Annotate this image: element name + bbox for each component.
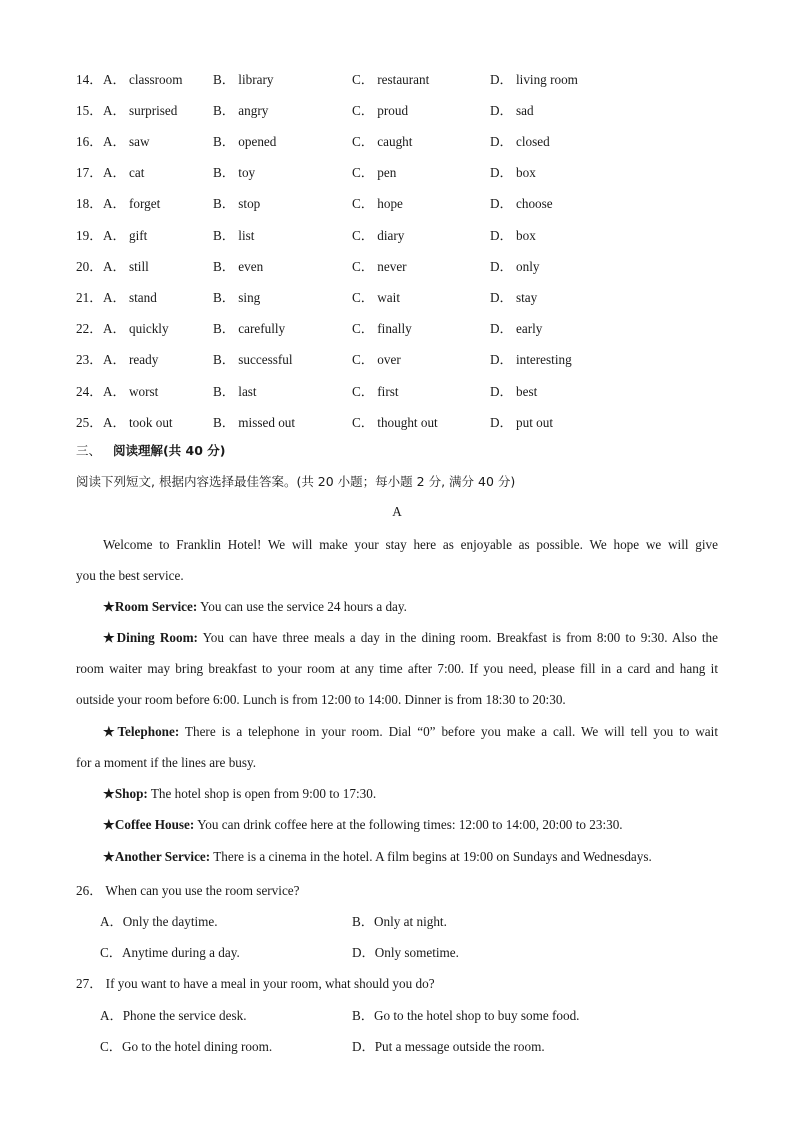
option-c: C． finally — [352, 321, 412, 336]
option-b: B． sing — [213, 290, 261, 305]
option-b: B． last — [213, 384, 257, 399]
section-title: 阅读理解(共 40 分) — [112, 443, 226, 458]
question-26-option-a: A．Only the daytime. — [100, 914, 218, 929]
option-b: B． missed out — [213, 415, 296, 430]
option-c: C． never — [352, 259, 407, 274]
question-number: 17． — [76, 165, 103, 180]
option-a: A． cat — [103, 165, 145, 180]
question-26-option-b: B．Only at night. — [352, 914, 447, 929]
option-c: C． diary — [352, 228, 405, 243]
question-27-option-b: B．Go to the hotel shop to buy some food. — [352, 1008, 580, 1023]
option-d: D． early — [490, 321, 543, 336]
dining-heading: ★Dining Room: — [103, 630, 198, 645]
question-26-option-d: D．Only sometime. — [352, 945, 459, 960]
option-d: D． box — [490, 228, 536, 243]
passage-label: A — [392, 504, 402, 519]
option-c: C． restaurant — [352, 72, 430, 87]
room-service-heading: ★Room Service: — [103, 599, 198, 614]
another-service-item — [103, 849, 652, 865]
option-a: A． ready — [103, 352, 159, 367]
option-b: B． toy — [213, 165, 256, 180]
shop-heading: ★Shop: — [103, 786, 148, 801]
question-26-option-c: C．Anytime during a day. — [100, 945, 240, 960]
option-a: A． gift — [103, 228, 148, 243]
shop-item — [103, 786, 376, 802]
telephone-text-1: There is a telephone in your room. Dial “0” before you make a call. We will tell you to wait — [179, 724, 718, 739]
coffee-text: You can drink coffee here at the following times: 12:00 to 14:00, 20:00 to 23:30. — [194, 817, 623, 832]
question-number: 23． — [76, 352, 103, 367]
option-d: D． put out — [490, 415, 554, 430]
question-number: 14． — [76, 72, 103, 87]
section-instructions: 阅读下列短文, 根据内容选择最佳答案。(共 20 小题；每小题 2 分, 满分 40 分) — [76, 474, 516, 489]
dining-text-3: outside your room before 6:00. Lunch is from 12:00 to 14:00. Dinner is from 18:30 to 20:30. — [76, 692, 566, 707]
option-d: D． sad — [490, 103, 534, 118]
option-c: C． thought out — [352, 415, 438, 430]
option-b: B． stop — [213, 196, 261, 211]
option-a: A． took out — [103, 415, 173, 430]
question-27-option-a: A．Phone the service desk. — [100, 1008, 247, 1023]
option-c: C． wait — [352, 290, 400, 305]
question-number: 18． — [76, 196, 103, 211]
option-a: A． forget — [103, 196, 161, 211]
option-b: B． angry — [213, 103, 269, 118]
option-c: C． hope — [352, 196, 403, 211]
intro-line-2: you the best service. — [76, 568, 184, 583]
room-service-item — [103, 599, 407, 615]
option-d: D． choose — [490, 196, 553, 211]
option-d: D． best — [490, 384, 538, 399]
option-d: D． only — [490, 259, 540, 274]
option-c: C． proud — [352, 103, 409, 118]
option-b: B． opened — [213, 134, 277, 149]
question-26-stem: 26． When can you use the room service? — [76, 883, 300, 898]
section-number: 三、 — [76, 443, 102, 458]
another-service-text: There is a cinema in the hotel. A film begins at 19:00 on Sundays and Wednesdays. — [210, 849, 652, 864]
coffee-item — [103, 817, 623, 833]
option-b: B． successful — [213, 352, 293, 367]
telephone-item-line-1 — [103, 724, 718, 740]
option-c: C． caught — [352, 134, 413, 149]
option-a: A． still — [103, 259, 149, 274]
option-a: A． surprised — [103, 103, 178, 118]
question-number: 20． — [76, 259, 103, 274]
option-b: B． carefully — [213, 321, 286, 336]
option-d: D． living room — [490, 72, 578, 87]
room-service-text: You can use the service 24 hours a day. — [197, 599, 407, 614]
question-number: 22． — [76, 321, 103, 336]
option-a: A． stand — [103, 290, 157, 305]
question-number: 15． — [76, 103, 103, 118]
question-number: 24． — [76, 384, 103, 399]
dining-text-1: You can have three meals a day in the dining room. Breakfast is from 8:00 to 9:30. Also the — [197, 630, 718, 645]
option-c: C． first — [352, 384, 399, 399]
shop-text: The hotel shop is open from 9:00 to 17:30. — [147, 786, 377, 801]
another-service-heading: ★Another Service: — [103, 849, 211, 864]
option-d: D． closed — [490, 134, 550, 149]
question-number: 16． — [76, 134, 103, 149]
option-d: D． box — [490, 165, 536, 180]
option-b: B． even — [213, 259, 264, 274]
telephone-text-2: for a moment if the lines are busy. — [76, 755, 257, 770]
question-number: 21． — [76, 290, 103, 305]
option-c: C． over — [352, 352, 401, 367]
option-a: A． classroom — [103, 72, 183, 87]
question-number: 19． — [76, 228, 103, 243]
option-c: C． pen — [352, 165, 397, 180]
option-d: D． stay — [490, 290, 538, 305]
section-heading — [76, 441, 225, 459]
option-d: D． interesting — [490, 352, 572, 367]
option-b: B． list — [213, 228, 255, 243]
dining-text-2: room waiter may bring breakfast to your room at any time after 7:00. If you need, please fill in a card and hang it — [76, 661, 718, 676]
dining-item-line-1 — [103, 630, 718, 646]
coffee-heading: ★Coffee House: — [103, 817, 195, 832]
question-27-stem: 27． If you want to have a meal in your room, what should you do? — [76, 976, 435, 991]
intro-line-1: Welcome to Franklin Hotel! We will make your stay here as enjoyable as possible. We hope we will give — [103, 537, 718, 552]
question-27-option-d: D．Put a message outside the room. — [352, 1039, 545, 1054]
option-b: B． library — [213, 72, 274, 87]
option-a: A． worst — [103, 384, 159, 399]
option-a: A． quickly — [103, 321, 169, 336]
question-27-option-c: C．Go to the hotel dining room. — [100, 1039, 273, 1054]
telephone-heading: ★Telephone: — [103, 724, 180, 739]
question-number: 25． — [76, 415, 103, 430]
option-a: A． saw — [103, 134, 150, 149]
